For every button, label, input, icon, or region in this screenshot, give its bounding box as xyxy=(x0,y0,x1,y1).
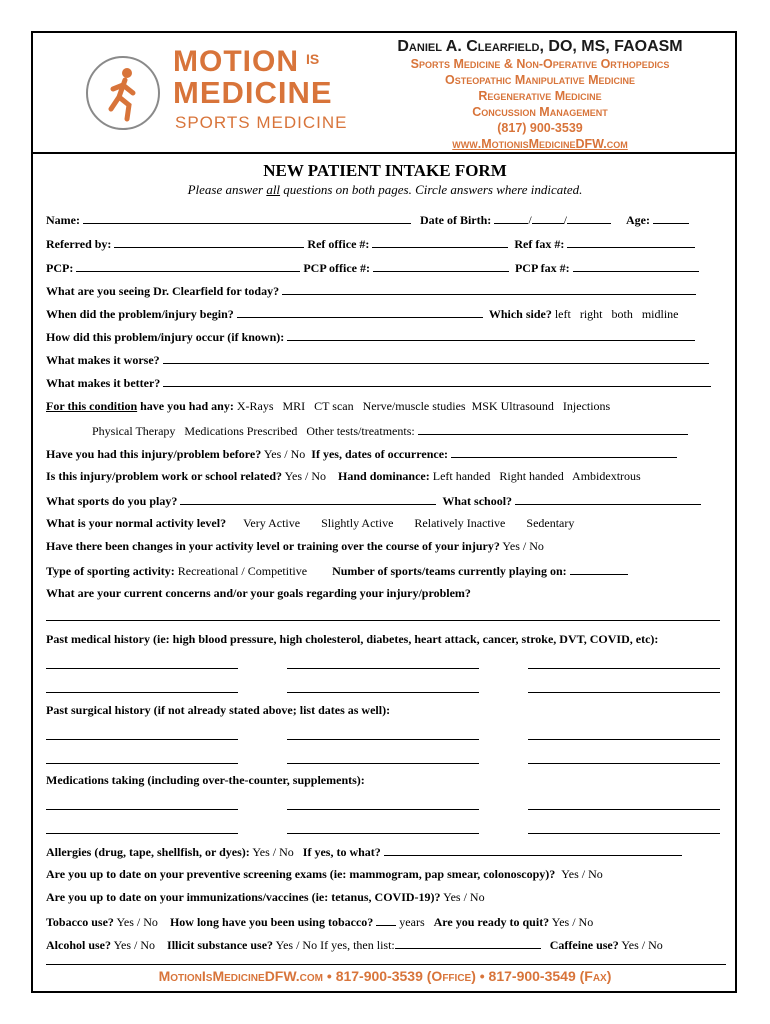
activity-relatively-inactive[interactable]: Relatively Inactive xyxy=(414,516,506,530)
hand-options[interactable]: Left handed Right handed Ambidextrous xyxy=(432,469,641,483)
tobacco-yesno[interactable]: Yes / No xyxy=(116,915,158,929)
row-tobacco: Tobacco use? Yes / No How long have you been using tobacco? years Are you ready to quit? Yes / No xyxy=(46,915,594,929)
form-title: NEW PATIENT INTAKE FORM xyxy=(263,161,507,180)
concerns-field[interactable] xyxy=(46,620,720,621)
changes-yesno[interactable]: Yes / No xyxy=(502,539,544,553)
sport-type-options[interactable]: Recreational / Competitive xyxy=(177,564,308,578)
tobacco-years-field[interactable] xyxy=(376,914,396,926)
alcohol-yesno[interactable]: Yes / No xyxy=(113,938,156,952)
header-line: Concussion Management xyxy=(472,105,608,119)
row-better: What makes it better? xyxy=(46,375,711,391)
psh-field[interactable] xyxy=(46,739,238,740)
row-meds: Medications taking (including over-the-counter, supplements): xyxy=(46,773,365,787)
before-yesno[interactable]: Yes / No xyxy=(263,447,306,461)
row-sports: What sports do you play? What school? xyxy=(46,493,701,509)
row-pcp: PCP: PCP office #: PCP fax #: xyxy=(46,260,699,276)
referred-by-field[interactable] xyxy=(114,236,304,248)
row-activity: What is your normal activity level? Very Active Slightly Active Relatively Inactive Sedentary xyxy=(46,516,575,530)
allergies-yesno[interactable]: Yes / No xyxy=(252,845,294,859)
meds-field[interactable] xyxy=(287,809,479,810)
row-before: Have you had this injury/problem before? Yes / No If yes, dates of occurrence: xyxy=(46,446,677,462)
row-condition: For this condition have you had any: X-Rays MRI CT scan Nerve/muscle studies MSK Ultrasound Injections xyxy=(46,399,611,413)
meds-field[interactable] xyxy=(528,809,720,810)
runner-icon xyxy=(83,53,163,133)
dates-field[interactable] xyxy=(451,446,677,458)
began-field[interactable] xyxy=(237,306,483,318)
pmh-field[interactable] xyxy=(46,668,238,669)
condition-options-2[interactable]: Physical Therapy Medications Prescribed Other tests/treatments: xyxy=(92,424,415,438)
row-referral: Referred by: Ref office #: Ref fax #: xyxy=(46,236,695,252)
condition-options[interactable]: X-Rays MRI CT scan Nerve/muscle studies MSK Ultrasound Injections xyxy=(236,399,611,413)
row-changes: Have there been changes in your activity level or training over the course of your injury? Yes / No xyxy=(46,539,544,553)
row-sport-type: Type of sporting activity: Recreational / Competitive Number of sports/teams currently playing on: xyxy=(46,563,628,579)
pmh-field[interactable] xyxy=(528,692,720,693)
logo-sports: SPORTS MEDICINE xyxy=(175,113,348,132)
screening-yesno[interactable]: Yes / No xyxy=(561,867,603,881)
meds-field[interactable] xyxy=(528,833,720,834)
row-occur: How did this problem/injury occur (if known): xyxy=(46,329,695,345)
dob-year-field[interactable] xyxy=(567,212,611,224)
logo-medicine: MEDICINE xyxy=(173,75,333,110)
ref-office-field[interactable] xyxy=(372,236,508,248)
row-worse: What makes it worse? xyxy=(46,352,709,368)
row-name: Name: Date of Birth: / / Age: xyxy=(46,212,689,228)
sports-field[interactable] xyxy=(180,493,436,505)
allergy-what-field[interactable] xyxy=(384,844,682,856)
doctor-name: Daniel A. Clearfield, DO, MS, FAOASM xyxy=(397,38,683,55)
row-psh: Past surgical history (if not already stated above; list dates as well): xyxy=(46,703,391,717)
pmh-field[interactable] xyxy=(528,668,720,669)
worse-field[interactable] xyxy=(163,352,709,364)
school-field[interactable] xyxy=(515,493,701,505)
row-concerns: What are your current concerns and/or your goals regarding your injury/problem? xyxy=(46,586,471,600)
illicit-yesno[interactable]: Yes / No xyxy=(275,938,318,952)
header-line: Sports Medicine & Non-Operative Orthopedics xyxy=(410,57,670,71)
logo-motion: MOTION xyxy=(173,45,299,78)
meds-field[interactable] xyxy=(46,809,238,810)
pcp-fax-field[interactable] xyxy=(573,260,699,272)
logo xyxy=(78,45,358,140)
practice-header xyxy=(350,38,730,152)
footer: MotionIsMedicineDFW.com • 817-900-3539 (Office) • 817-900-3549 (Fax) xyxy=(158,968,612,984)
seeing-field[interactable] xyxy=(282,283,696,295)
ref-fax-field[interactable] xyxy=(567,236,695,248)
logo-is: IS xyxy=(306,51,320,67)
header-phone: (817) 900-3539 xyxy=(497,121,583,135)
pmh-field[interactable] xyxy=(287,668,479,669)
activity-very-active[interactable]: Very Active xyxy=(243,516,301,530)
row-began: When did the problem/injury begin? Which side? left right both midline xyxy=(46,307,679,321)
psh-field[interactable] xyxy=(528,739,720,740)
pcp-office-field[interactable] xyxy=(373,260,509,272)
pcp-field[interactable] xyxy=(76,260,300,272)
header-divider xyxy=(33,152,735,154)
meds-field[interactable] xyxy=(46,833,238,834)
psh-field[interactable] xyxy=(287,739,479,740)
meds-field[interactable] xyxy=(287,833,479,834)
header-line: Osteopathic Manipulative Medicine xyxy=(444,73,635,87)
side-options[interactable]: left right both midline xyxy=(554,307,679,321)
dob-month-field[interactable] xyxy=(494,212,528,224)
row-work: Is this injury/problem work or school related? Yes / No Hand dominance: Left handed Right handed Ambidextrous xyxy=(46,469,641,483)
activity-sedentary[interactable]: Sedentary xyxy=(526,516,575,530)
work-yesno[interactable]: Yes / No xyxy=(284,469,327,483)
footer-divider xyxy=(46,964,726,965)
other-tests-field[interactable] xyxy=(418,423,688,435)
row-screening: Are you up to date on your preventive screening exams (ie: mammogram, pap smear, colonoscopy)? Yes / No xyxy=(46,867,603,881)
row-condition-2 xyxy=(92,423,688,439)
psh-field[interactable] xyxy=(528,763,720,764)
better-field[interactable] xyxy=(163,375,711,387)
num-sports-field[interactable] xyxy=(570,563,628,575)
pmh-field[interactable] xyxy=(46,692,238,693)
psh-field[interactable] xyxy=(287,763,479,764)
header-url[interactable]: www.MotionisMedicineDFW.com xyxy=(452,137,628,151)
illicit-list-field[interactable] xyxy=(395,937,541,949)
form-subtitle: Please answer all questions on both pages. Circle answers where indicated. xyxy=(187,182,583,197)
dob-day-field[interactable] xyxy=(532,212,564,224)
psh-field[interactable] xyxy=(46,763,238,764)
row-seeing: What are you seeing Dr. Clearfield for today? xyxy=(46,283,696,299)
activity-slightly-active[interactable]: Slightly Active xyxy=(321,516,394,530)
occur-field[interactable] xyxy=(287,329,695,341)
pmh-field[interactable] xyxy=(287,692,479,693)
caffeine-yesno[interactable]: Yes / No xyxy=(621,938,663,952)
row-pmh: Past medical history (ie: high blood pressure, high cholesterol, diabetes, heart attack, cancer, stroke, DVT, COVID, etc): xyxy=(46,632,659,646)
name-field[interactable] xyxy=(83,212,411,224)
quit-yesno[interactable]: Yes / No xyxy=(551,915,594,929)
row-allergies: Allergies (drug, tape, shellfish, or dyes): Yes / No If yes, to what? xyxy=(46,844,682,860)
row-alcohol: Alcohol use? Yes / No Illicit substance use? Yes / No If yes, then list: Caffeine use? Yes / No xyxy=(46,938,663,952)
row-immunizations: Are you up to date on your immunizations/vaccines (ie: tetanus, COVID-19)? Yes / No xyxy=(46,890,485,904)
immunizations-yesno[interactable]: Yes / No xyxy=(443,890,485,904)
header-line: Regenerative Medicine xyxy=(478,89,602,103)
age-field[interactable] xyxy=(653,212,689,224)
